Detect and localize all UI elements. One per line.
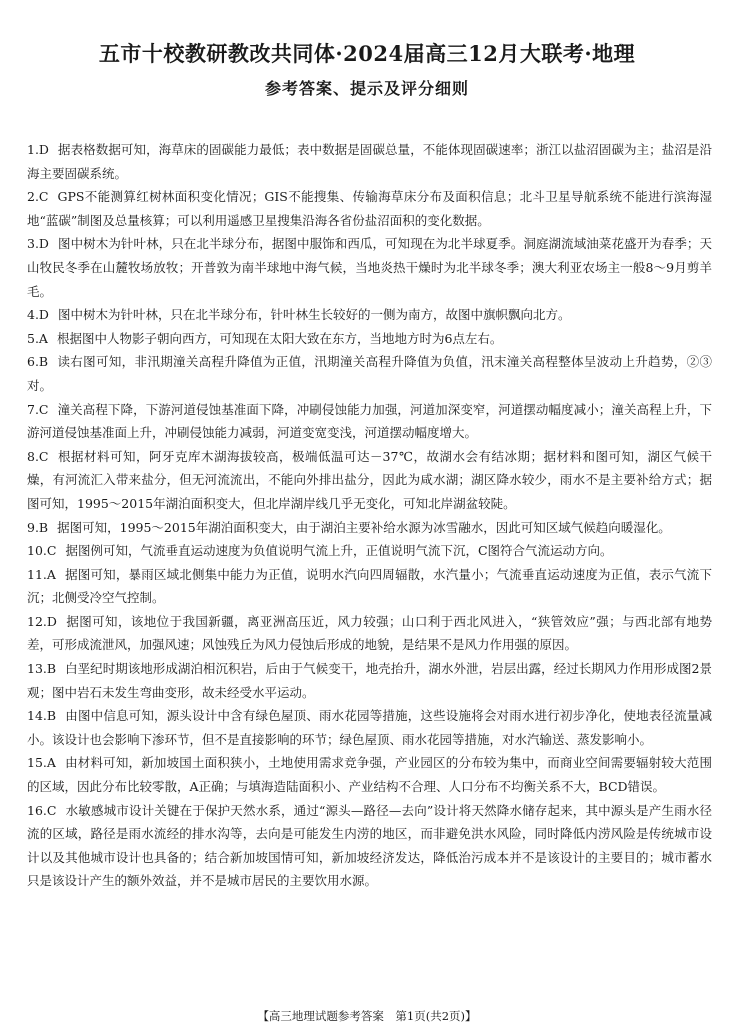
answer-item-6	[27, 350, 712, 397]
answer-item-7	[27, 398, 712, 445]
answer-item-14	[27, 704, 712, 751]
answer-text: 图中树木为针叶林，只在北半球分布，据图中服饰和西瓜，可知现在为北半球夏季。洞庭湖流域油菜花盛开为春季；天山牧民冬季在山麓牧场放牧；开普敦为南半球地中海气候，当地炎热干燥时为北半球冬季；澳大利亚农场主一般8～9月剪羊毛。	[27, 236, 712, 299]
answer-text: 根据材料可知，阿牙克库木湖海拔较高，极端低温可达－37℃，故湖水会有结冰期；据材料和图可知，湖区气候干燥，有河流汇入带来盐分，但无河流流出，不能向外排出盐分，因此为咸水湖；湖区降水较少，雨水不是主要补给方式；据图可知，1995～2015年湖泊面积变大，但北岸湖岸线几乎无变化，可知北岸湖盆较陡。	[27, 448, 712, 511]
answer-item-9	[27, 516, 712, 540]
answer-number: 5.A	[27, 330, 48, 346]
answer-number: 12.D	[27, 613, 57, 629]
answer-list	[27, 138, 712, 893]
answer-text: 据图例可知，气流垂直运动速度为负值说明气流上升，正值说明气流下沉，C图符合气流运动方向。	[65, 543, 613, 559]
answer-number: 11.A	[27, 566, 56, 582]
answer-item-3	[27, 232, 712, 303]
answer-item-11	[27, 563, 712, 610]
answer-text: 根据图中人物影子朝向西方，可知现在太阳大致在东方，当地地方时为6点左右。	[56, 330, 503, 346]
answer-number: 16.C	[27, 802, 57, 818]
answer-number: 1.D	[27, 142, 49, 157]
answer-number: 9.B	[27, 519, 49, 535]
answer-text: 读右图可知，非汛期潼关高程升降值为正值，汛期潼关高程升降值为负值，汛末潼关高程整体呈波动上升趋势，②③对。	[27, 354, 712, 393]
answer-text: 据图可知，该地位于我国新疆，离亚洲高压近，风力较强；山口利于西北风进入，“狭管效应”强；与西北部有地势差，可形成流泄风，加强风速；风蚀残丘为风力侵蚀后形成的地貌，是结果不是风力作用强的原因。	[27, 613, 712, 653]
answer-number: 15.A	[27, 755, 56, 771]
answer-text: 由图中信息可知，源头设计中含有绿色屋顶、雨水花园等措施，这些设施将会对雨水进行初步净化，使地表径流量减小。该设计也会影响下渗环节，但不是直接影响的环节；绿色屋顶、雨水花园等措施，对水汽输送、蒸发影响小。	[27, 708, 712, 747]
answer-text: 图中树木为针叶林，只在北半球分布，针叶林生长较好的一侧为南方，故图中旗帜飘向北方。	[57, 307, 571, 323]
answer-number: 2.C	[27, 189, 49, 205]
answer-item-5	[27, 327, 712, 351]
answer-item-1	[27, 138, 712, 185]
page-title: 五市十校教研教改共同体·2024届高三12月大联考·地理	[98, 41, 636, 66]
answer-item-16	[27, 799, 712, 893]
answer-number: 13.B	[27, 661, 57, 677]
answer-text: 由材料可知，新加坡国土面积狭小，土地使用需求竞争强，产业园区的分布较为集中，而商业空间需要辐射较大范围的区域，因此分布比较零散，A正确；与填海造陆面积小、产业结构不合理、人口分布不均衡关系不大，BCD错误。	[27, 755, 712, 795]
page-subtitle: 参考答案、提示及评分细则	[264, 79, 469, 98]
answer-number: 10.C	[27, 543, 57, 559]
answer-item-12	[27, 610, 712, 657]
answer-text: 据图可知，暴雨区域北侧集中能力为正值，说明水汽向四周辐散，水汽量小；气流垂直运动速度为正值，表示气流下沉；北侧受冷空气控制。	[27, 566, 712, 606]
answer-text: GPS不能测算红树林面积变化情况；GIS不能搜集、传输海草床分布及面积信息；北斗卫星导航系统不能进行滨海湿地“蓝碳”制图及总量核算；可以利用遥感卫星搜集沿海各省份盐沼面积的变化数据。	[27, 189, 712, 228]
answer-item-2	[27, 185, 712, 232]
answer-number: 7.C	[27, 401, 49, 417]
answer-number: 8.C	[27, 448, 49, 464]
answer-item-15	[27, 751, 712, 798]
answer-text: 潼关高程下降，下游河道侵蚀基准面下降，冲刷侵蚀能力加强，河道加深变窄，河道摆动幅度减小；潼关高程上升，下游河道侵蚀基准面上升，冲刷侵蚀能力减弱，河道变宽变浅，河道摆动幅度增大。	[27, 401, 712, 441]
answer-number: 6.B	[27, 354, 49, 370]
answer-text: 据图可知，1995～2015年湖泊面积变大，由于湖泊主要补给水源为冰雪融水，因此可知区域气候趋向暖湿化。	[57, 519, 671, 535]
answer-text: 白垩纪时期该地形成湖泊相沉积岩，后由于气候变干，地壳抬升，湖水外泄，岩层出露，经过长期风力作用形成图2景观；图中岩石未发生弯曲变形，故未经受水平运动。	[27, 661, 712, 700]
answer-item-8	[27, 445, 712, 516]
answer-item-4	[27, 303, 712, 327]
answer-text: 据表格数据可知，海草床的固碳能力最低；表中数据是固碳总量，不能体现固碳速率；浙江以盐沼固碳为主；盐沼是沿海主要固碳系统。	[27, 142, 712, 181]
answer-item-13	[27, 657, 712, 704]
answer-number: 4.D	[27, 307, 49, 323]
answer-number: 3.D	[27, 236, 49, 252]
page-footer: 【高三地理试题参考答案 第1页(共2页)】	[257, 1009, 477, 1023]
answer-item-10	[27, 539, 712, 563]
answer-text: 水敏感城市设计关键在于保护天然水系，通过“源头—路径—去向”设计将天然降水储存起来，其中源头是产生雨水径流的区域，路径是雨水流经的排水沟等，去向是可能发生内涝的地区，而非避免洪水风险，同时降低内涝风险是传统城市设计以及其他城市设计也具备的；结合新加坡国情可知，新加坡经济发达，降低治污成本并不是该设计的主要目的；城市蓄水只是该设计产生的额外效益，并不是城市居民的主要饮用水源。	[27, 802, 712, 889]
answer-number: 14.B	[27, 708, 57, 724]
